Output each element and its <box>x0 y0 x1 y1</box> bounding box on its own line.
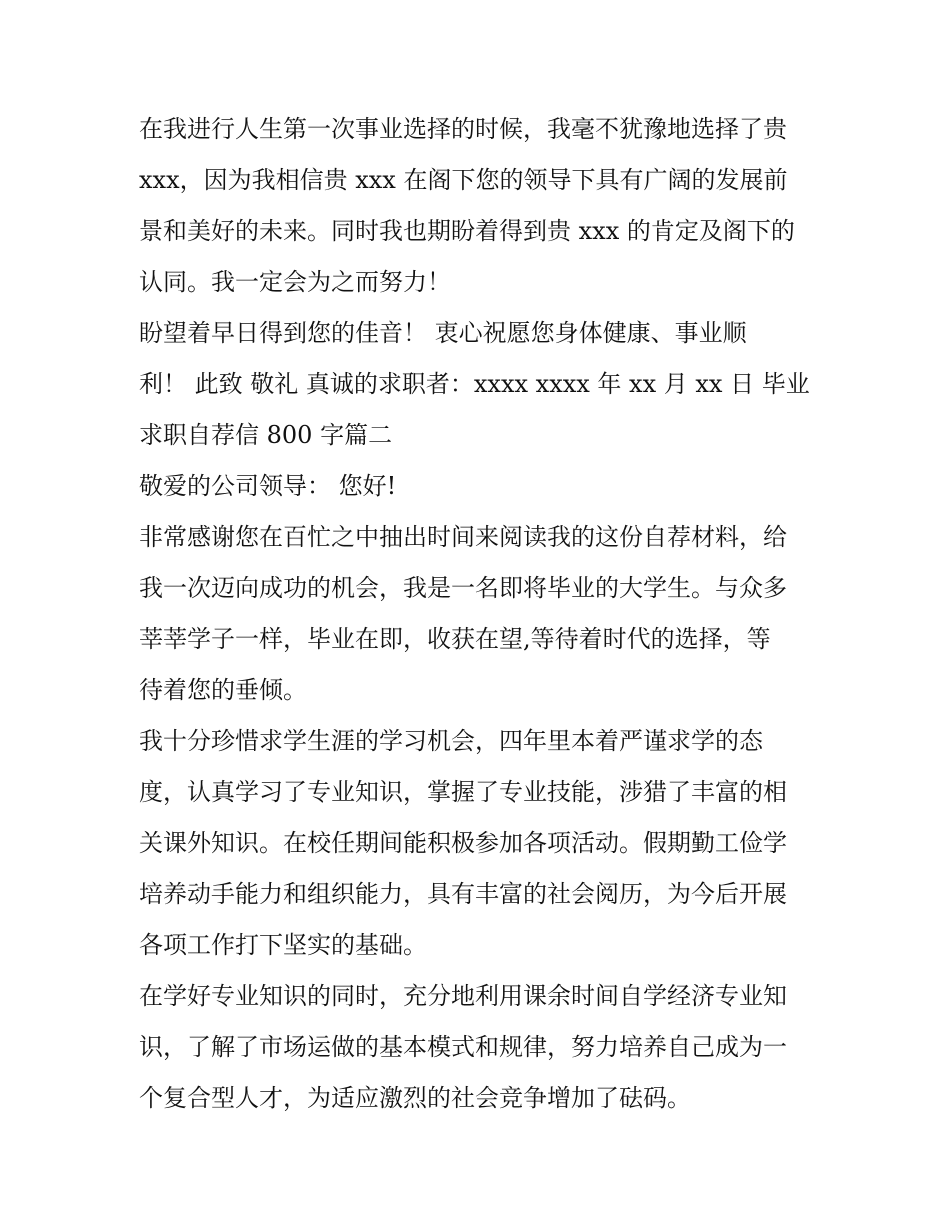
text-line: 认同。我一定会为之而努力！ <box>139 268 451 296</box>
text-line: 盼望着早日得到您的佳音！ 衷心祝愿您身体健康、事业顺 <box>139 319 747 347</box>
text-line: 在我进行人生第一次事业选择的时候，我毫不犹豫地选择了贵 <box>139 115 787 143</box>
text-line: 关课外知识。在校任期间能积极参加各项活动。假期勤工俭学 <box>139 829 787 857</box>
text-line: 识，了解了市场运做的基本模式和规律，努力培养自己成为一 <box>139 1033 787 1061</box>
text-line: 个复合型人才，为适应激烈的社会竞争增加了砝码。 <box>139 1084 691 1112</box>
salutation: 敬爱的公司领导： 您好! <box>139 472 397 500</box>
section-heading: 求职自荐信 800 字篇二 <box>139 421 393 449</box>
text-line: xxx，因为我相信贵 xxx 在阁下您的领导下具有广阔的发展前 <box>139 166 788 194</box>
text-line: 我一次迈向成功的机会，我是一名即将毕业的大学生。与众多 <box>139 574 787 602</box>
text-line: 我十分珍惜求学生涯的学习机会，四年里本着严谨求学的态 <box>139 727 763 755</box>
text-line: 利！ 此致 敬礼 真诚的求职者：xxxx xxxx 年 xx 月 xx 日 毕业 <box>139 370 810 398</box>
text-line: 度，认真学习了专业知识，掌握了专业技能，涉猎了丰富的相 <box>139 778 787 806</box>
text-line: 培养动手能力和组织能力，具有丰富的社会阅历，为今后开展 <box>139 880 787 908</box>
text-line: 待着您的垂倾。 <box>139 676 307 704</box>
text-line: 非常感谢您在百忙之中抽出时间来阅读我的这份自荐材料，给 <box>139 523 787 551</box>
text-line: 在学好专业知识的同时，充分地利用课余时间自学经济专业知 <box>139 982 787 1010</box>
text-line: 各项工作打下坚实的基础。 <box>139 931 427 959</box>
text-line: 景和美好的未来。同时我也期盼着得到贵 xxx 的肯定及阁下的 <box>139 217 795 245</box>
text-line: 莘莘学子一样，毕业在即，收获在望,等待着时代的选择，等 <box>139 625 771 653</box>
